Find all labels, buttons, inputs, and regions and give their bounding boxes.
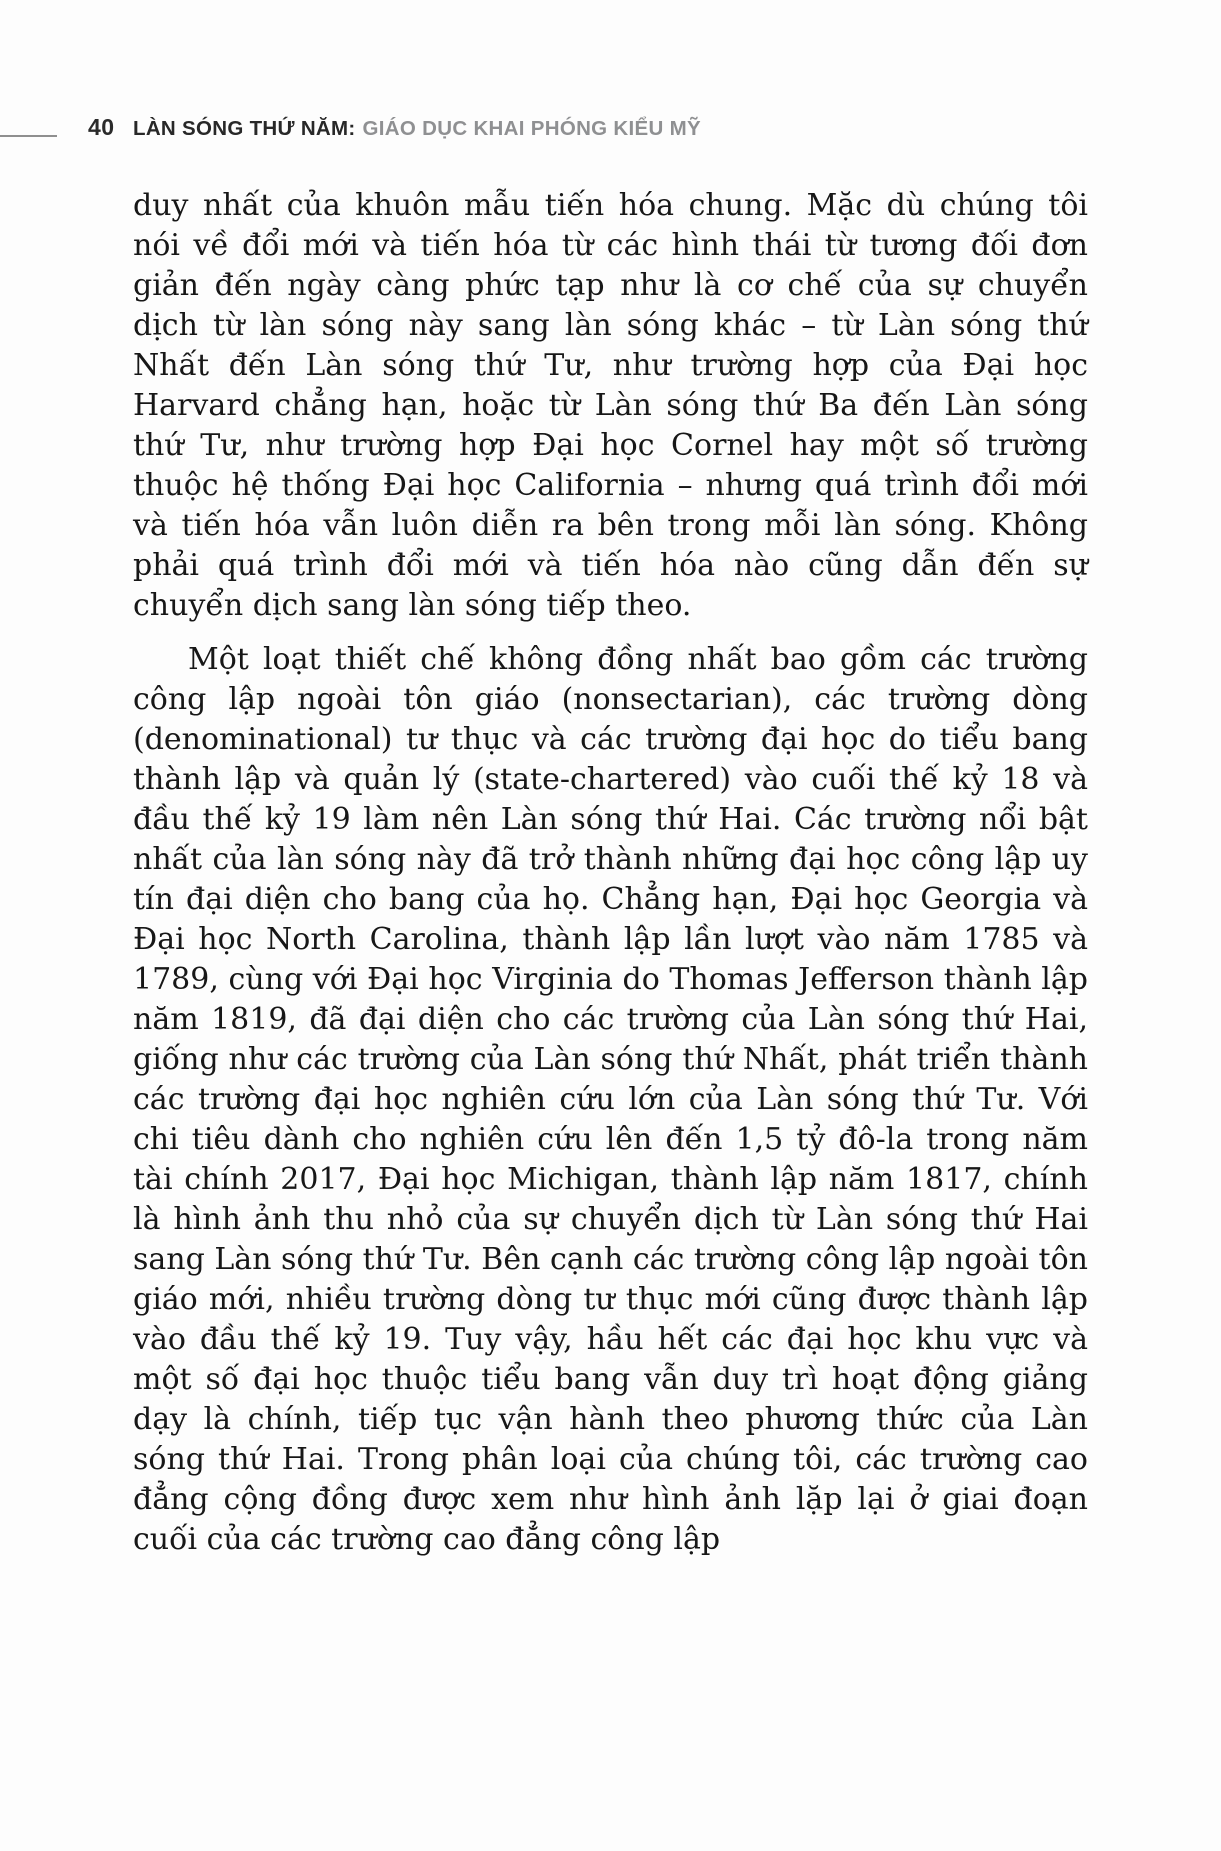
header-rule xyxy=(0,135,57,137)
running-head-title: LÀN SÓNG THỨ NĂM: xyxy=(133,117,356,140)
body-text-block xyxy=(133,186,1088,1560)
page-header xyxy=(0,108,1221,150)
page-number: 40 xyxy=(88,114,115,140)
running-head-subtitle: GIÁO DỤC KHAI PHÓNG KIỂU MỸ xyxy=(362,117,701,140)
running-head xyxy=(133,117,701,141)
paragraph: duy nhất của khuôn mẫu tiến hóa chung. Mặc dù chúng tôi nói về đổi mới và tiến hóa từ các hình thái từ tương đối đơn giản đến ngày càng phức tạp như là cơ chế của sự chuyển dịch từ làn sóng này sang làn sóng khác – từ Làn sóng thứ Nhất đến Làn sóng thứ Tư, như trường hợp của Đại học Harvard chẳng hạn, hoặc từ Làn sóng thứ Ba đến Làn sóng thứ Tư, như trường hợp Đại học Cornel hay một số trường thuộc hệ thống Đại học California – nhưng quá trình đổi mới và tiến hóa vẫn luôn diễn ra bên trong mỗi làn sóng. Không phải quá trình đổi mới và tiến hóa nào cũng dẫn đến sự chuyển dịch sang làn sóng tiếp theo. xyxy=(133,188,1088,623)
paragraph: Một loạt thiết chế không đồng nhất bao gồm các trường công lập ngoài tôn giáo (nonsectarian), các trường dòng (denominational) tư thục và các trường đại học do tiểu bang thành lập và quản lý (state-chartered) vào cuối thế kỷ 18 và đầu thế kỷ 19 làm nên Làn sóng thứ Hai. Các trường nổi bật nhất của làn sóng này đã trở thành những đại học công lập uy tín đại diện cho bang của họ. Chẳng hạn, Đại học Georgia và Đại học North Carolina, thành lập lần lượt vào năm 1785 và 1789, cùng với Đại học Virginia do Thomas Jefferson thành lập năm 1819, đã đại diện cho các trường của Làn sóng thứ Hai, giống như các trường của Làn sóng thứ Nhất, phát triển thành các trường đại học nghiên cứu lớn của Làn sóng thứ Tư. Với chi tiêu dành cho nghiên cứu lên đến 1,5 tỷ đô-la trong năm tài chính 2017, Đại học Michigan, thành lập năm 1817, chính là hình ảnh thu nhỏ của sự chuyển dịch từ Làn sóng thứ Hai sang Làn sóng thứ Tư. Bên cạnh các trường công lập ngoài tôn giáo mới, nhiều trường dòng tư thục mới cũng được thành lập vào đầu thế kỷ 19. Tuy vậy, hầu hết các đại học khu vực và một số đại học thuộc tiểu bang vẫn duy trì hoạt động giảng dạy là chính, tiếp tục vận hành theo phương thức của Làn sóng thứ Hai. Trong phân loại của chúng tôi, các trường cao đẳng cộng đồng được xem như hình ảnh lặp lại ở giai đoạn cuối của các trường cao đẳng công lập xyxy=(133,642,1088,1557)
